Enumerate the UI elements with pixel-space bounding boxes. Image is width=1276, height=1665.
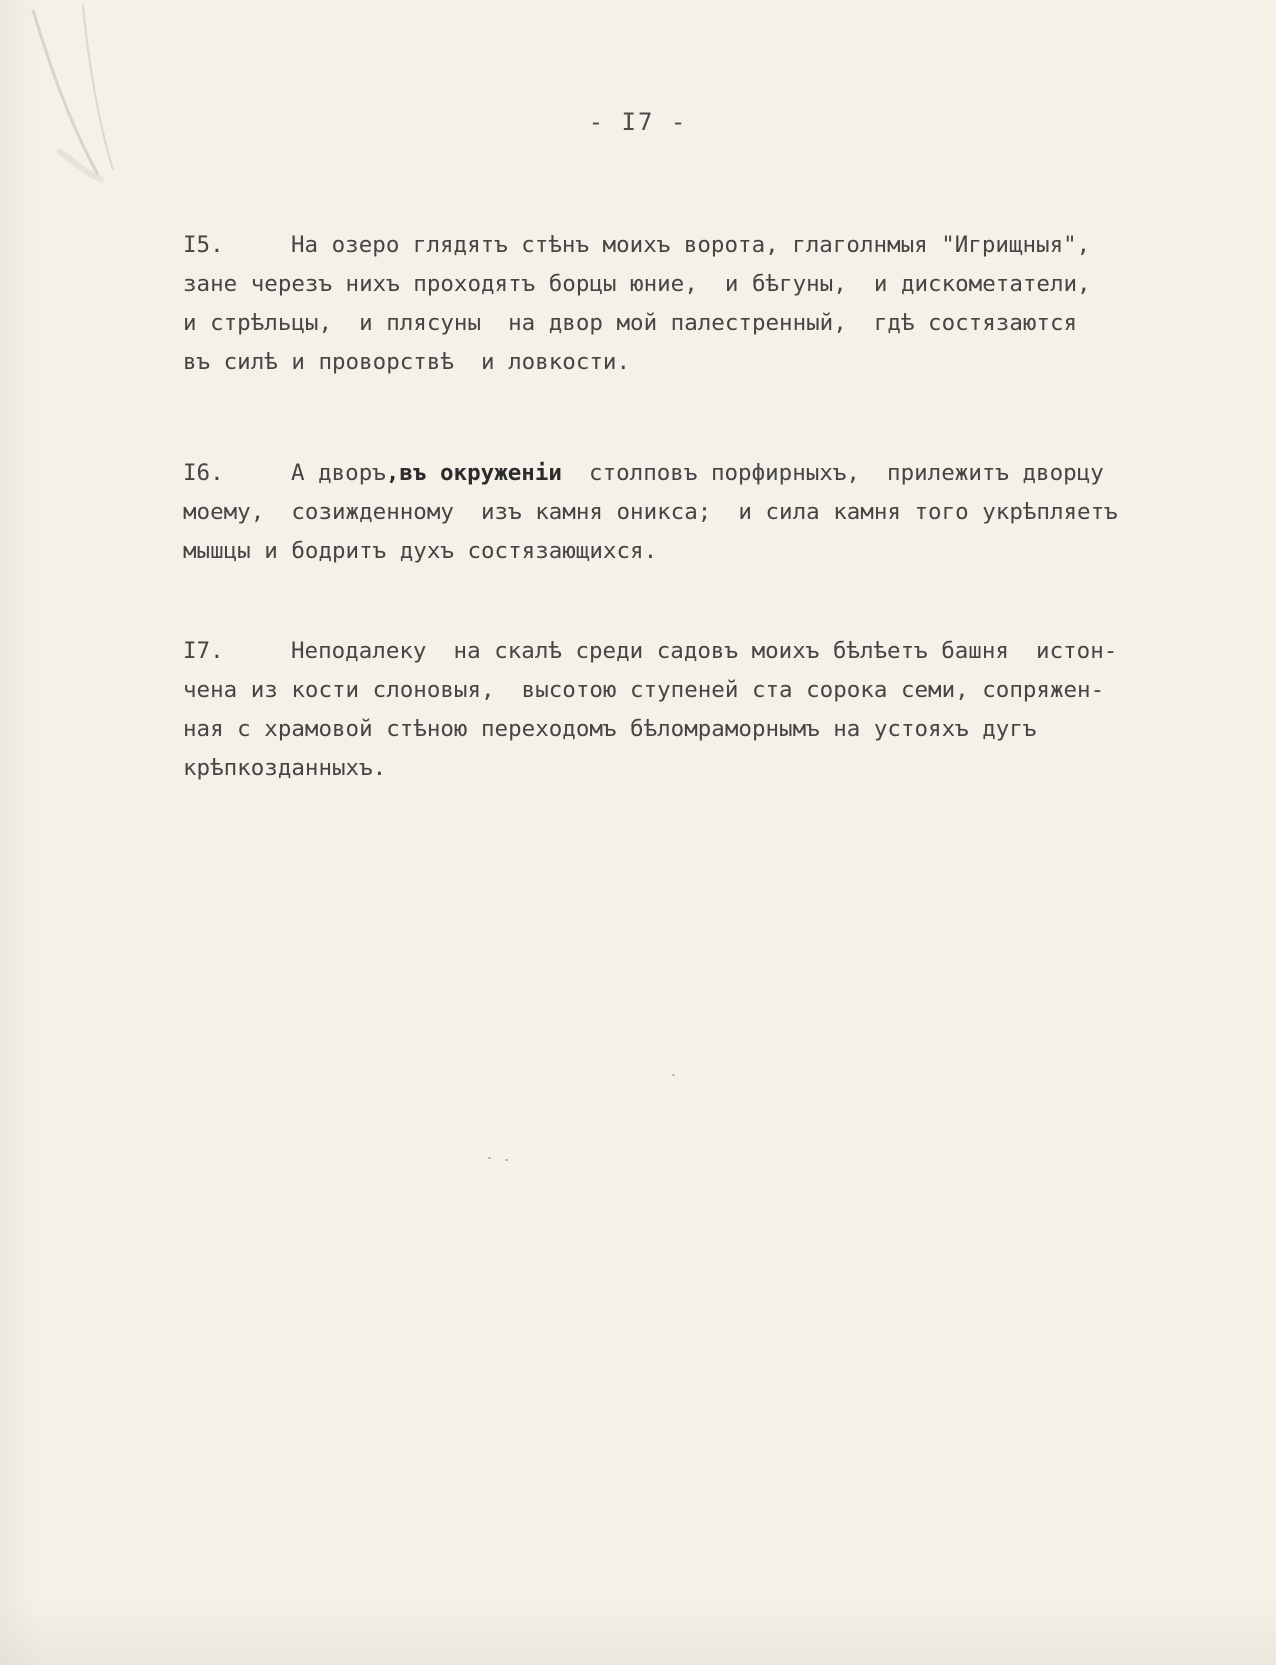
line-text: Неподалеку на скалѣ среди садовъ моихъ бѣлѣетъ башня истон- xyxy=(291,638,1118,664)
paragraph-15 xyxy=(183,226,1243,382)
paragraph-line: чена из кости слоновыя, высотою ступеней ста сорока семи, сопряжен- xyxy=(183,677,1105,703)
paper-speck xyxy=(505,1159,508,1161)
paper-speck xyxy=(672,1074,675,1076)
paragraph-line: ная с храмовой стѣною переходомъ бѣломраморнымъ на устояхъ дугъ xyxy=(183,716,1037,742)
paragraph-line: мышцы и бодритъ духъ состязающихся. xyxy=(183,538,658,564)
paragraph-number: I6. xyxy=(183,460,224,486)
paper-crease-mark xyxy=(28,0,118,190)
paragraph-line xyxy=(183,454,1243,493)
paragraph-line xyxy=(183,226,1243,265)
overtyped-text: ,въ окруженіи xyxy=(385,460,562,486)
paper-speck xyxy=(488,1157,491,1159)
paragraph-line: крѣпкозданныхъ. xyxy=(183,755,387,781)
line-text: На озеро глядятъ стѣнъ моихъ ворота, глаголнмыя "Игрищныя", xyxy=(291,232,1091,258)
line-text: столповъ порфирныхъ, прилежитъ дворцу xyxy=(561,460,1104,486)
paragraph-16 xyxy=(183,454,1243,571)
page-number: - I7 - xyxy=(588,108,688,136)
line-text: А дворъ xyxy=(291,460,386,486)
paragraph-number: I5. xyxy=(183,232,224,258)
paragraph-17 xyxy=(183,632,1243,788)
paragraph-line: моему, созижденному изъ камня оникса; и сила камня того укрѣпляетъ xyxy=(183,499,1118,525)
paragraph-line: зане черезъ нихъ проходятъ борцы юние, и бѣгуны, и дискометатели, xyxy=(183,271,1091,297)
paragraph-number: I7. xyxy=(183,638,224,664)
paragraph-line xyxy=(183,632,1243,671)
paragraph-line: въ силѣ и проворствѣ и ловкости. xyxy=(183,349,631,375)
paragraph-line: и стрѣльцы, и плясуны на двор мой палестренный, гдѣ состязаются xyxy=(183,310,1078,336)
